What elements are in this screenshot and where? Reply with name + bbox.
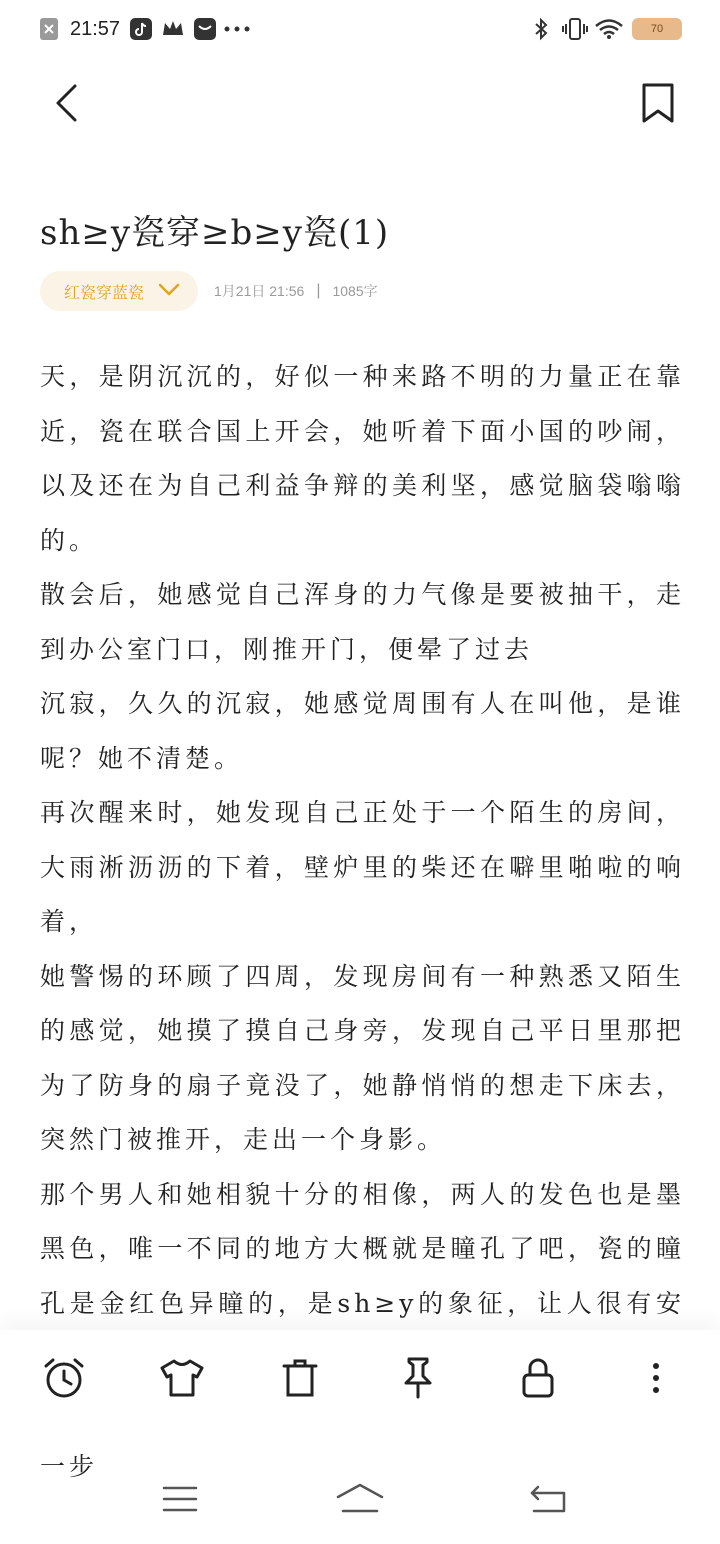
lock-button[interactable] [512,1354,564,1406]
status-bar [0,0,720,58]
word-count: 1085字 [332,283,378,299]
bluetooth-icon [530,18,552,40]
more-dots-icon [226,18,248,40]
back-button[interactable] [44,80,88,130]
paragraph: 那个男人和她相貌十分的相像，两人的发色也是墨黑色，唯一不同的地方大概就是瞳孔了吧，瓷的瞳孔是金红色异瞳的，是sh≥y的象征，让人很有安 一步 [40,1179,685,1481]
status-time: 21:57 [70,17,121,40]
note-date: 1月21日 21:56 [214,283,305,299]
system-nav-bar [0,1455,720,1544]
trash-icon [281,1357,319,1403]
tshirt-icon [159,1358,205,1402]
reminder-button[interactable] [38,1354,90,1406]
close-notification-icon [38,18,60,40]
theme-button[interactable] [156,1354,208,1406]
bookmark-icon [641,82,675,128]
more-button[interactable] [630,1354,682,1406]
meta-separator: | [316,282,321,299]
crown-icon [162,18,184,40]
recent-apps-button[interactable] [150,1479,210,1523]
vibrate-icon [564,18,586,40]
chevron-down-icon [158,282,180,301]
category-selector[interactable] [40,271,198,311]
paragraph: 天，是阴沉沉的，好似一种来路不明的力量正在靠近，瓷在联合国上开会，她听着下面小国的吵闹，以及还在为自己利益争辩的美利坚，感觉脑袋嗡嗡的。 [40,362,685,555]
tiktok-icon [130,18,152,40]
battery-icon [632,18,682,40]
wifi-icon [598,18,620,40]
bottom-toolbar [0,1330,720,1430]
back-nav-button[interactable] [518,1479,578,1523]
message-icon [194,18,216,40]
chevron-left-icon [53,83,79,127]
paragraph: 她警惕的环顾了四周，发现房间有一种熟悉又陌生的感觉，她摸了摸自己身旁，发现自己平日里那把为了防身的扇子竟没了，她静悄悄的想走下床去，突然门被推开，走出一个身影。 [40,961,685,1154]
home-button[interactable] [330,1479,390,1523]
lock-icon [521,1357,555,1403]
home-icon [335,1482,385,1520]
note-meta [40,270,378,312]
delete-button[interactable] [274,1354,326,1406]
paragraph: 再次醒来时，她发现自己正处于一个陌生的房间，大雨淅沥沥的下着，壁炉里的柴还在噼里啪啦的响着， [40,798,685,936]
top-bar [0,70,720,140]
pin-icon [400,1356,436,1404]
bookmark-button[interactable] [636,80,680,130]
note-title[interactable]: sh≥y瓷穿≥b≥y瓷(1) [40,213,390,253]
battery-level: 70 [650,23,664,35]
paragraph: 沉寂，久久的沉寂，她感觉周围有人在叫他，是谁呢？她不清楚。 [40,689,685,773]
pin-button[interactable] [392,1354,444,1406]
back-nav-icon [528,1484,568,1518]
category-label: 红瓷穿蓝瓷 [64,282,145,302]
note-content[interactable] [40,350,685,1481]
menu-icon [162,1485,198,1517]
alarm-icon [42,1356,86,1404]
paragraph: 散会后，她感觉自己浑身的力气像是要被抽干，走到办公室门口，刚推开门，便晕了过去 [40,580,685,664]
more-vertical-icon [652,1362,660,1398]
